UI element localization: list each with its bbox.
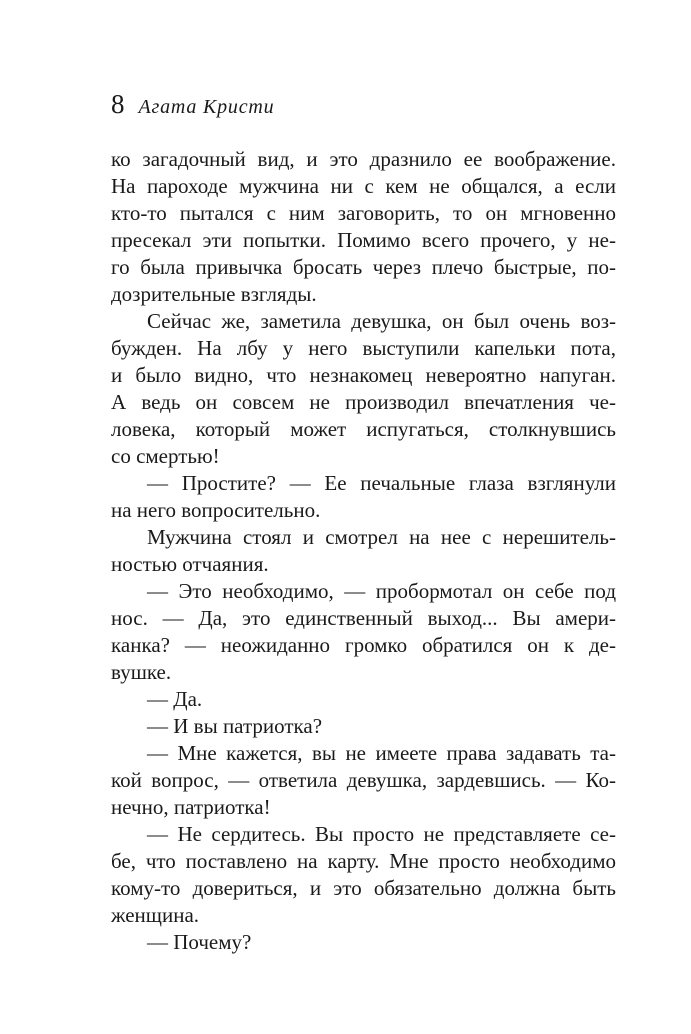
text-line: женщина. (111, 903, 200, 927)
text-line: кто-то пытался с ним заговорить, то он мгновенно (111, 201, 616, 225)
text-line: дозрительные взгляды. (111, 282, 317, 306)
text-line: ко загадочный вид, и это дразнило ее воображение. (111, 147, 616, 171)
running-head (111, 88, 274, 120)
text-line: — Простите? — Ее печальные глаза взглянули (147, 471, 616, 495)
text-line: бужден. На лбу у него выступили капельки пота, (111, 336, 616, 360)
text-line: бе, что поставлено на карту. Мне просто необходимо (111, 849, 616, 873)
text-line: кой вопрос, — ответила девушка, зардевшись. — Ко- (111, 768, 616, 792)
text-line: — Не сердитесь. Вы просто не представляете се- (147, 822, 616, 846)
text-line: — Мне кажется, вы не имеете права задавать та- (147, 741, 616, 765)
text-line: канка? — неожиданно громко обратился он к де- (111, 633, 616, 657)
text-line: Мужчина стоял и смотрел на нее с нерешитель- (147, 525, 616, 549)
text-line: пресекал эти попытки. Помимо всего прочего, у не- (111, 228, 616, 252)
text-line: со смертью! (111, 444, 220, 468)
running-title: Агата Кристи (138, 96, 275, 118)
text-line: на него вопросительно. (111, 498, 321, 522)
text-line: — Почему? (147, 930, 252, 954)
text-line: ностью отчаяния. (111, 552, 269, 576)
text-line: — И вы патриотка? (147, 714, 323, 738)
body-text (111, 146, 616, 956)
text-line: нос. — Да, это единственный выход... Вы амери- (111, 606, 616, 630)
text-line: го была привычка бросать через плечо быстрые, по- (111, 255, 616, 279)
text-line: А ведь он совсем не производил впечатления че- (111, 390, 616, 414)
text-line: Сейчас же, заметила девушка, он был очень воз- (147, 309, 616, 333)
text-line: кому-то довериться, и это обязательно должна быть (111, 876, 616, 900)
text-line: — Да. (147, 687, 203, 711)
text-line: ловека, который может испугаться, столкнувшись (111, 417, 616, 441)
text-line: На пароходе мужчина ни с кем не общался, а если (111, 174, 616, 198)
text-line: — Это необходимо, — пробормотал он себе под (147, 579, 616, 603)
text-line: и было видно, что незнакомец невероятно напуган. (111, 363, 616, 387)
text-line: нечно, патриотка! (111, 795, 271, 819)
page-number: 8 (111, 89, 125, 119)
text-line: вушке. (111, 660, 172, 684)
